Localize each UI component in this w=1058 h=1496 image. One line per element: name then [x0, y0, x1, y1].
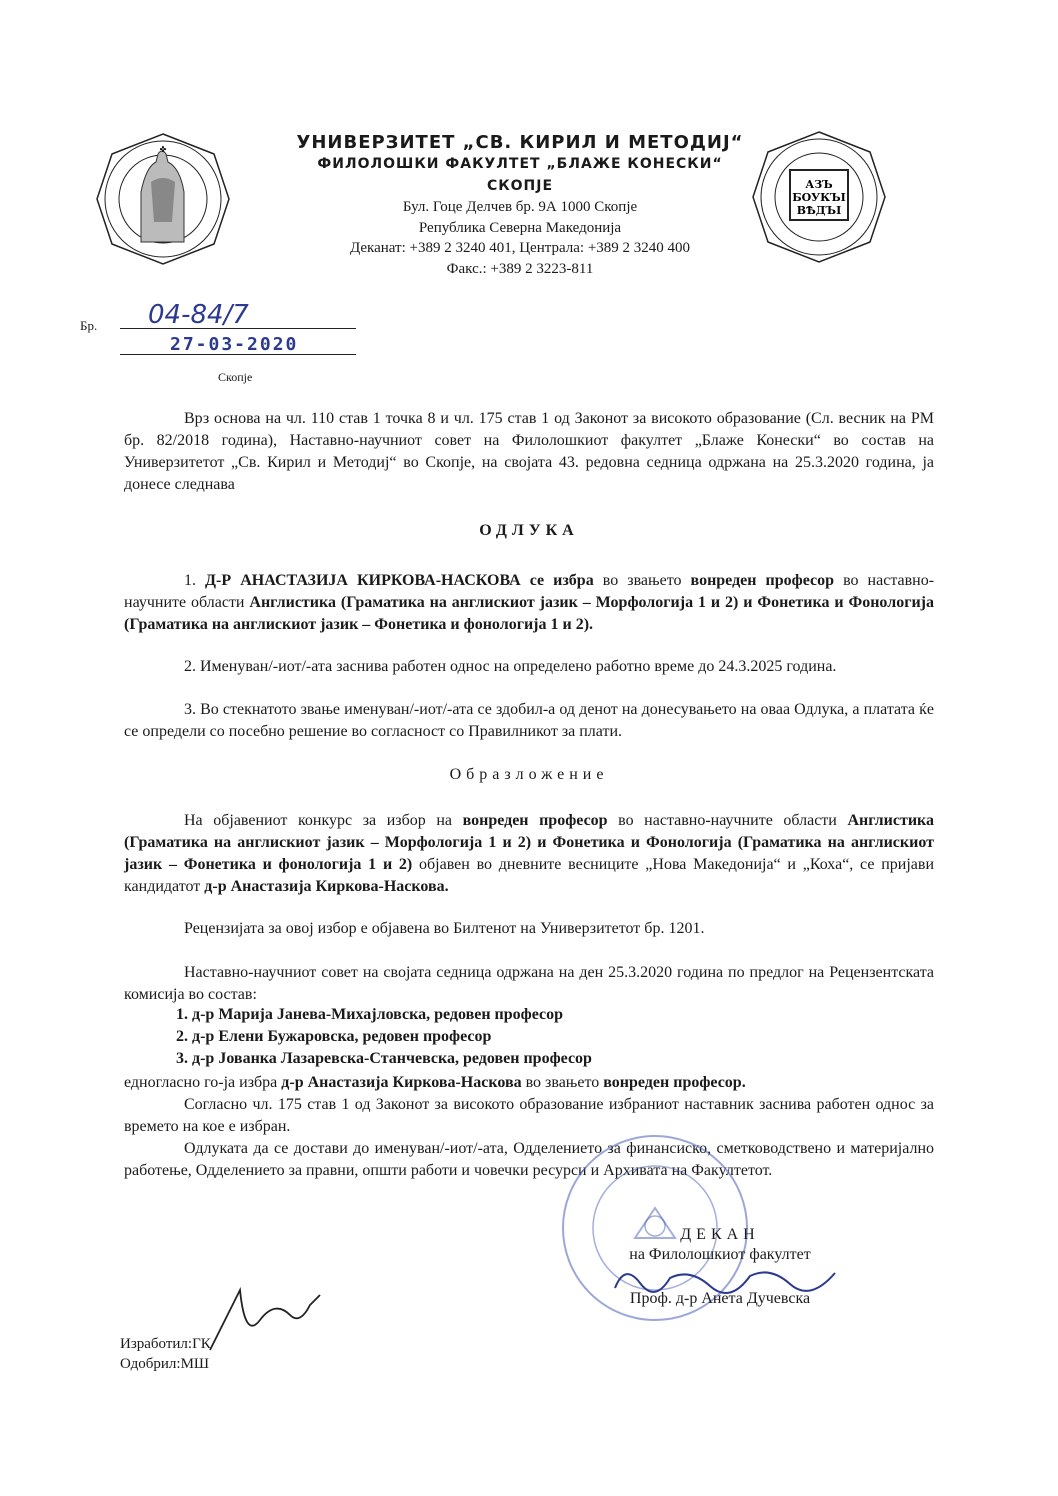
reasoning-paragraph-1	[124, 810, 934, 898]
address: Бул. Гоце Делчев бр. 9А 1000 Скопје	[402, 199, 638, 215]
item1-elected: се избра	[529, 572, 594, 589]
fax-number: Факс.: +389 2 3223-811	[446, 261, 594, 277]
register-label: Бр.	[80, 318, 98, 333]
city-name: СКОПЈЕ	[486, 178, 554, 194]
register-date: 27-03-2020	[170, 334, 299, 355]
decision-item-3: 3. Во стекнатото звање именуван/-иот/-ата се здобил-а од денот на донесувањето на оваа Одлука, а платата ќе се определи со посебно решение во согласност со Правилникот за плати.	[124, 701, 934, 740]
university-seal-logo	[96, 132, 231, 267]
reasoning-title: Образложение	[449, 766, 609, 783]
decision-item-2: 2. Именуван/-иот/-ата заснива работен однос на определено работно време до 24.3.2025 година.	[184, 658, 837, 675]
faculty-name: ФИЛОЛОШКИ ФАКУЛТЕТ „БЛАЖЕ КОНЕСКИ“	[317, 156, 723, 172]
item1-areas: Англистика (Граматика на англискиот јазик – Морфологија 1 и 2) и Фонетика и Фонологија (Граматика на англискиот јазик – Фонетика и фонологија 1 и 2).	[124, 594, 935, 633]
reasoning-paragraph-2: Рецензијата за овој избор е објавена во Билтенот на Универзитетот бр. 1201.	[184, 920, 705, 937]
approved-by: Одобрил:МШ	[120, 1356, 210, 1372]
reasoning-p1-c: објавен во дневните весниците „Нова Македонија“ и „Коха“, се пријави кандидатот	[124, 856, 935, 895]
reasoning-p4-a: едногласно го-ја избра	[124, 1074, 278, 1091]
reasoning-p1-name: д-р Анастазија Киркова-Наскова.	[204, 878, 449, 895]
committee-member-3: 3. д-р Јованка Лазаревска-Станчевска, редовен професор	[176, 1050, 592, 1067]
committee-member-1: 1. д-р Марија Јанева-Михајловска, редовен професор	[176, 1006, 564, 1023]
svg-text:ВѢДЪІ: ВѢДЪІ	[796, 204, 842, 217]
prepared-by: Изработил:ГК	[120, 1336, 211, 1352]
intro-paragraph: Врз основа на чл. 110 став 1 точка 8 и чл. 175 став 1 од Законот за високото образование (Сл. весник на РМ бр. 82/2018 година), Наставно-научниот совет на Филолошкиот факултет „Блаже Конески“ во состав на Универзитетот „Св. Кирил и Методиј“ во Скопје, на својата 43. редовна седница одржана на 25.3.2020 година, ја донесе следнава	[124, 410, 934, 493]
reasoning-p1-areas: Англистика (Граматика на англискиот јазик – Морфологија 1 и 2) и Фонетика и Фонологија (Граматика на англискиот јазик – Фонетика и фонологија 1 и 2)	[124, 812, 935, 873]
phone-numbers: Деканат: +389 2 3240 401, Централа: +389 2 3240 400	[349, 240, 691, 256]
dean-title: ДЕКАН	[680, 1226, 760, 1243]
register-place: Скопје	[218, 370, 253, 384]
dean-name: Проф. д-р Анета Дучевска	[629, 1290, 811, 1307]
register-number: 04-84/7	[148, 300, 249, 330]
reasoning-p4-name: д-р Анастазија Киркова-Наскова	[281, 1074, 522, 1091]
reasoning-p1-a: На објавениот конкурс за избор на	[184, 812, 452, 829]
university-name: УНИВЕРЗИТЕТ „СВ. КИРИЛ И МЕТОДИЈ“	[296, 132, 744, 153]
svg-text:АЗЪ: АЗЪ	[805, 178, 833, 191]
item1-rank: вонреден професор	[690, 572, 835, 589]
preparer-handwritten-signature	[200, 1280, 330, 1360]
committee-member-2: 2. д-р Елени Бужаровска, редовен професор	[176, 1028, 492, 1045]
decision-title: ОДЛУКА	[479, 522, 579, 539]
svg-text:БОУКЪІ: БОУКЪІ	[792, 191, 846, 204]
reasoning-paragraph-4	[124, 1072, 934, 1094]
candidate-name: Д-Р АНАСТАЗИЈА КИРКОВА-НАСКОВА	[205, 572, 521, 589]
reasoning-p1-b: во наставно-научните области	[618, 812, 837, 829]
country: Република Северна Македонија	[418, 220, 622, 236]
reasoning-p4-rank: вонреден професор.	[603, 1074, 746, 1091]
reasoning-paragraph-3: Наставно-научниот совет на својата седница одржана на ден 25.3.2020 година по предлог на Рецензентската комисија во состав:	[124, 964, 934, 1003]
reasoning-p1-rank: вонреден професор	[462, 812, 608, 829]
reasoning-paragraph-6: Одлуката да се достави до именуван/-иот/-ата, Одделението за финансиско, сметководствено и материјално работење, Одделението за правни, општи работи и човечки ресурси и Архивата на Факултетот.	[124, 1140, 934, 1179]
reasoning-paragraph-5: Согласно чл. 175 став 1 од Законот за високото образование избраниот наставник заснива работен однос за времето на кое е избран.	[124, 1096, 934, 1135]
item1-text-1: во звањето	[602, 572, 682, 589]
svg-text:✤: ✤	[159, 145, 167, 154]
item1-text-2: во наставно-научните области	[124, 572, 935, 611]
decision-item-1	[124, 570, 934, 636]
dean-subtitle: на Филолошкиот факултет	[629, 1246, 811, 1263]
reasoning-p4-b: во звањето	[525, 1074, 600, 1091]
item1-number: 1.	[184, 572, 196, 589]
